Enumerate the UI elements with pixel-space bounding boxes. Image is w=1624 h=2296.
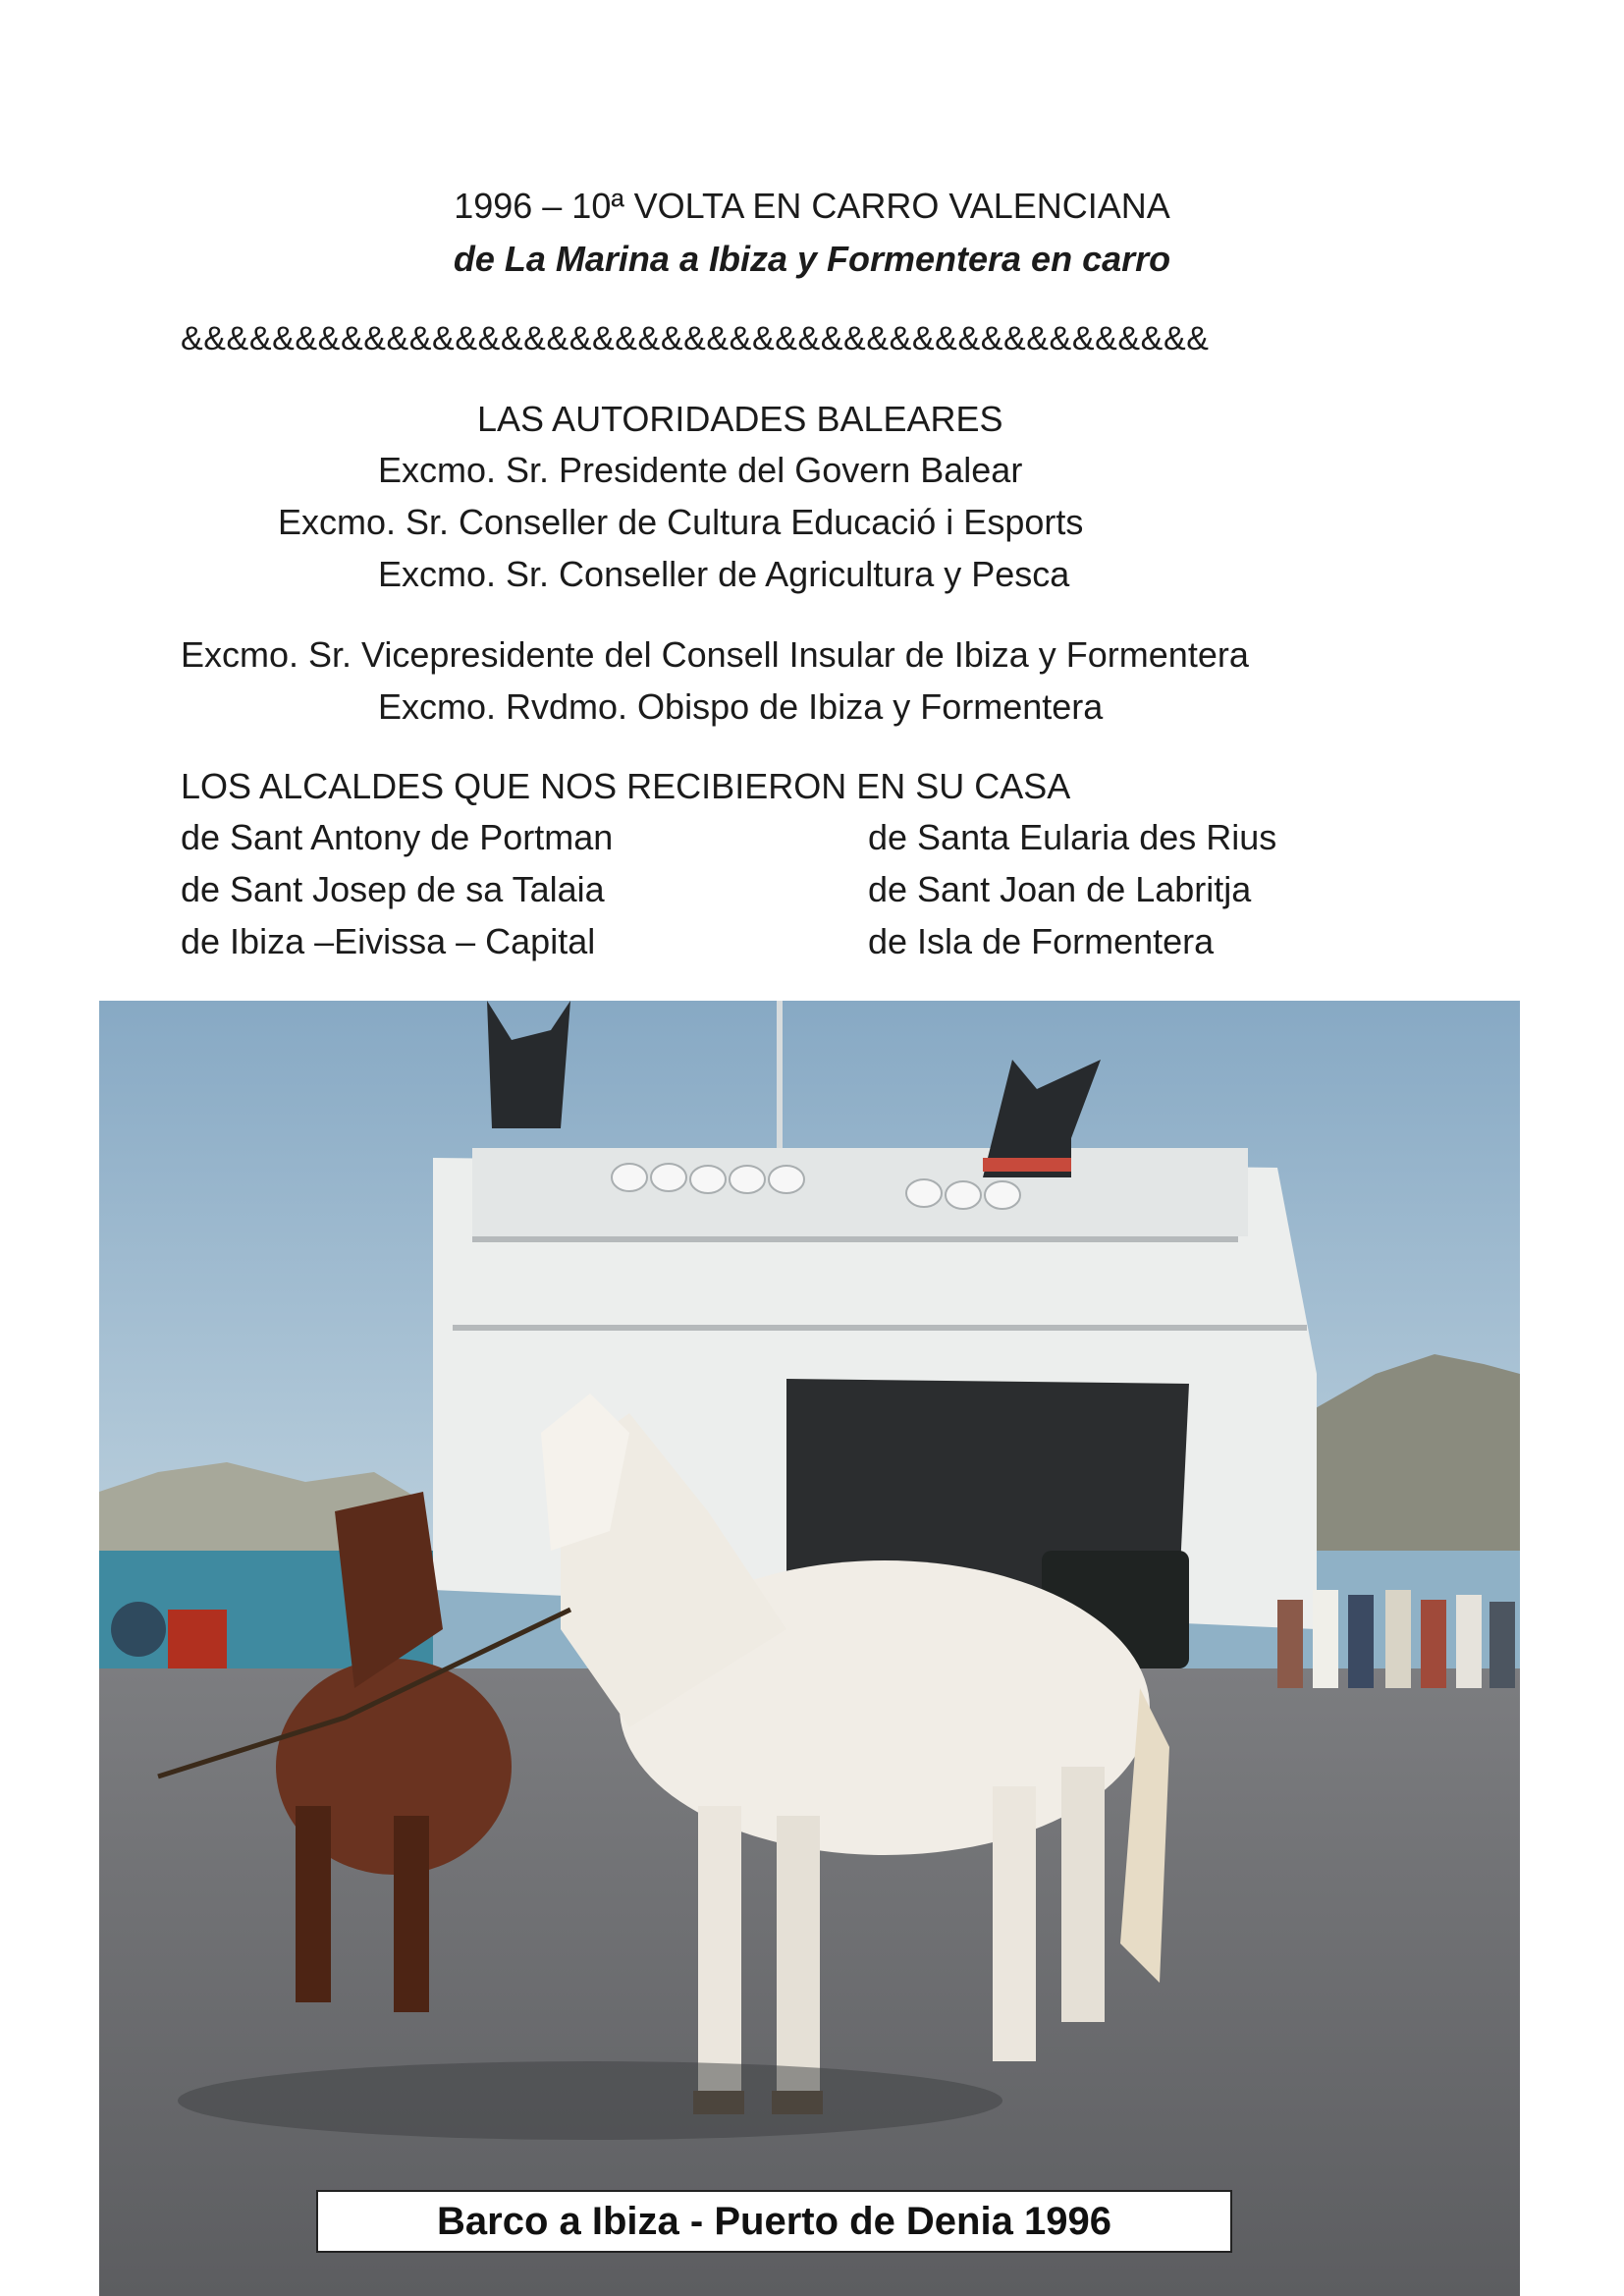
mayor-right: de Sant Joan de Labritja bbox=[868, 869, 1252, 909]
authority-line: Excmo. Sr. Presidente del Govern Balear bbox=[378, 450, 1023, 490]
photo-caption: Barco a Ibiza - Puerto de Denia 1996 bbox=[316, 2190, 1232, 2253]
authorities-heading: LAS AUTORIDADES BALEARES bbox=[477, 399, 1003, 439]
authority-line: Excmo. Sr. Conseller de Agricultura y Pesca bbox=[378, 554, 1070, 594]
document-title: 1996 – 10ª VOLTA EN CARRO VALENCIANA bbox=[454, 186, 1170, 226]
mayor-right: de Santa Eularia des Rius bbox=[868, 817, 1277, 857]
mayor-right: de Isla de Formentera bbox=[868, 921, 1215, 961]
harbour-photo bbox=[99, 1001, 1520, 2296]
quay-equipment bbox=[168, 1610, 227, 1668]
mayor-left: de Ibiza –Eivissa – Capital bbox=[181, 921, 596, 961]
mayor-left: de Sant Antony de Portman bbox=[181, 817, 614, 857]
document-subtitle: de La Marina a Ibiza y Formentera en carro bbox=[453, 239, 1171, 279]
authority-line: Excmo. Sr. Vicepresidente del Consell Insular de Ibiza y Formentera bbox=[181, 634, 1249, 675]
ampersand-separator: &&&&&&&&&&&&&&&&&&&&&&&&&&&&&&&&&&&&&&&&&&&&& bbox=[181, 320, 1210, 357]
mayors-heading: LOS ALCALDES QUE NOS RECIBIERON EN SU CASA bbox=[181, 766, 1071, 806]
authority-line: Excmo. Sr. Conseller de Cultura Educació i Esports bbox=[278, 502, 1084, 542]
crowd bbox=[1277, 1590, 1515, 1688]
authority-line: Excmo. Rvdmo. Obispo de Ibiza y Formentera bbox=[378, 686, 1104, 727]
mayor-left: de Sant Josep de sa Talaia bbox=[181, 869, 605, 909]
